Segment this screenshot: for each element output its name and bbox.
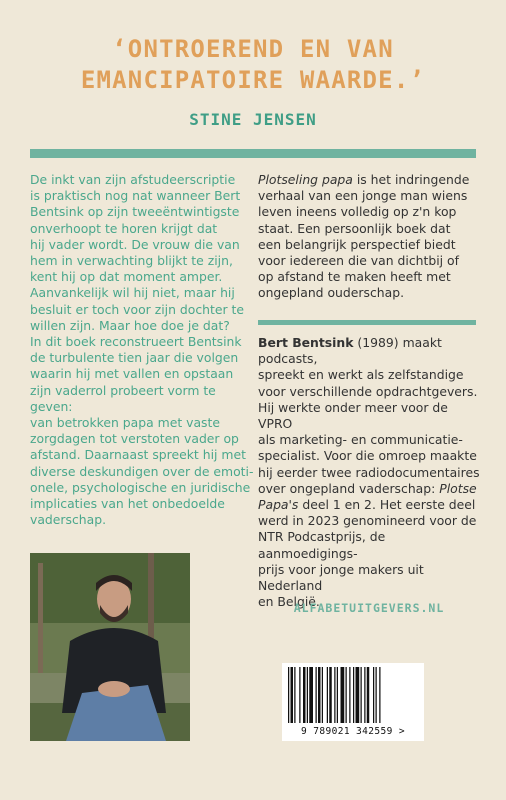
blurb-line: ongepland ouderschap. [258, 285, 405, 301]
barcode-bar [327, 667, 328, 723]
barcode-bar [367, 667, 370, 723]
bio-line-b: over ongepland vaderschap: [258, 480, 440, 496]
barcode-bar [353, 667, 354, 723]
pull-quote-line-2: EMANCIPATOIRE WAARDE.’ [80, 66, 426, 94]
blurb-line: diverse deskundigen over de emoti- [30, 463, 254, 479]
blurb-line: willen zijn. Maar hoe doe je dat? [30, 317, 230, 333]
barcode-bar [337, 667, 338, 723]
barcode-bar [373, 667, 374, 723]
publisher-website[interactable]: ALFABETUITGEVERS.NL [293, 601, 445, 615]
blurb-line: zorgdagen tot verstoten vader op [30, 431, 239, 447]
bio-line: hij eerder twee radiodocumentaires [258, 464, 480, 480]
blurb-line: voor iedereen die van dichtbij of [258, 253, 459, 269]
blurb-line: hem in verwachting blijkt te zijn, [30, 253, 233, 269]
blurb-line: afstand. Daarnaast spreekt hij met [30, 447, 246, 463]
barcode-bar [322, 667, 323, 723]
barcode-bar [329, 667, 332, 723]
bio-line: spreekt en werkt als zelfstandige [258, 367, 464, 383]
pull-quote-line-1: ‘ONTROEREND EN VAN [112, 35, 394, 63]
barcode-bar [299, 667, 300, 723]
blurb-line: kent hij op dat moment amper. [30, 269, 223, 285]
barcode-bar [356, 667, 360, 723]
pull-quote [0, 34, 506, 96]
blurb-line: leven ineens volledig op z'n kop [258, 204, 457, 220]
author-photo-illustration [30, 553, 190, 741]
bio-line: en België. [258, 594, 320, 610]
bio-line-c: deel 1 en 2. Het eerste deel [298, 497, 476, 513]
blurb-line: In dit boek reconstrueert Bentsink [30, 334, 242, 350]
blurb-line: zijn vaderrol probeert vorm te geven: [30, 382, 216, 414]
blurb-line: implicaties van het onbedoelde [30, 496, 225, 512]
barcode-bar [291, 667, 294, 723]
isbn-number: 9 789021 342559 > [282, 726, 424, 737]
barcode-bar [341, 667, 345, 723]
blurb-line: vaderschap. [30, 512, 107, 528]
bio-line: als marketing- en communicatie- [258, 432, 463, 448]
blurb-line: besluit er toch voor zijn dochter te [30, 301, 244, 317]
barcode-bar [288, 667, 289, 723]
barcode-bar [303, 667, 306, 723]
bio-podcast-title-2: Papa's [258, 497, 299, 513]
blurb-right-column [258, 172, 480, 302]
blurb-line: van betrokken papa met vaste [30, 415, 220, 431]
bio-podcast-title-1: Plotse [439, 480, 477, 496]
blurb-line: Bentsink op zijn tweeëntwintigste [30, 204, 240, 220]
barcode-bar [349, 667, 350, 723]
book-title: Plotseling papa [258, 172, 353, 187]
barcode-bar [309, 667, 313, 723]
barcode-bar [346, 667, 347, 723]
barcode-bars [282, 663, 424, 725]
blurb-line: onele, psychologische en juridische [30, 479, 251, 495]
author-photo [30, 553, 190, 741]
barcode-bar [364, 667, 365, 723]
blurb-line: De inkt van zijn afstudeerscriptie [30, 172, 236, 187]
blurb-line: hij vader wordt. De vrouw die van [30, 236, 240, 252]
quote-author: STINE JENSEN [189, 110, 317, 129]
blurb-right-intro: is het indringende [352, 172, 470, 187]
barcode-bar [361, 667, 362, 723]
blurb-line: de turbulente tien jaar die volgen [30, 350, 239, 366]
bio-line: voor verschillende opdrachtgevers. [258, 383, 478, 399]
barcode-bar [318, 667, 321, 723]
author-name: Bert Bentsink [258, 335, 354, 350]
blurb-left-column [30, 172, 260, 528]
blurb-line: is praktisch nog nat wanneer Bert [30, 188, 241, 204]
blurb-line: Aanvankelijk wil hij niet, maar hij [30, 285, 235, 301]
blurb-line: staat. Een persoonlijk boek dat [258, 220, 451, 236]
barcode-bar [376, 667, 377, 723]
barcode-bar [316, 667, 317, 723]
author-bio [258, 335, 480, 610]
blurb-line: waarin hij met vallen en opstaan [30, 366, 234, 382]
blurb-line: een belangrijk perspectief biedt [258, 236, 456, 252]
barcode-bar [294, 667, 295, 723]
bio-intro: (1989) maakt podcasts, [258, 335, 442, 367]
blurb-line: verhaal van een jonge man wiens [258, 188, 468, 204]
blurb-line: op afstand te maken heeft met [258, 269, 451, 285]
barcode-bar [379, 667, 380, 723]
bio-line: specialist. Voor die omroep maakte [258, 448, 477, 464]
divider-bar [30, 149, 476, 158]
barcode-bar [334, 667, 335, 723]
barcode-bar [307, 667, 308, 723]
bio-line: werd in 2023 genomineerd voor de [258, 513, 477, 529]
bio-line: prijs voor jonge makers uit Nederland [258, 561, 424, 594]
bio-line: NTR Podcastprijs, de aanmoedigings- [258, 529, 386, 561]
bio-divider-bar [258, 320, 476, 325]
blurb-line: onverhoopt te horen krijgt dat [30, 220, 218, 236]
bio-line: Hij werkte onder meer voor de VPRO [258, 399, 448, 432]
